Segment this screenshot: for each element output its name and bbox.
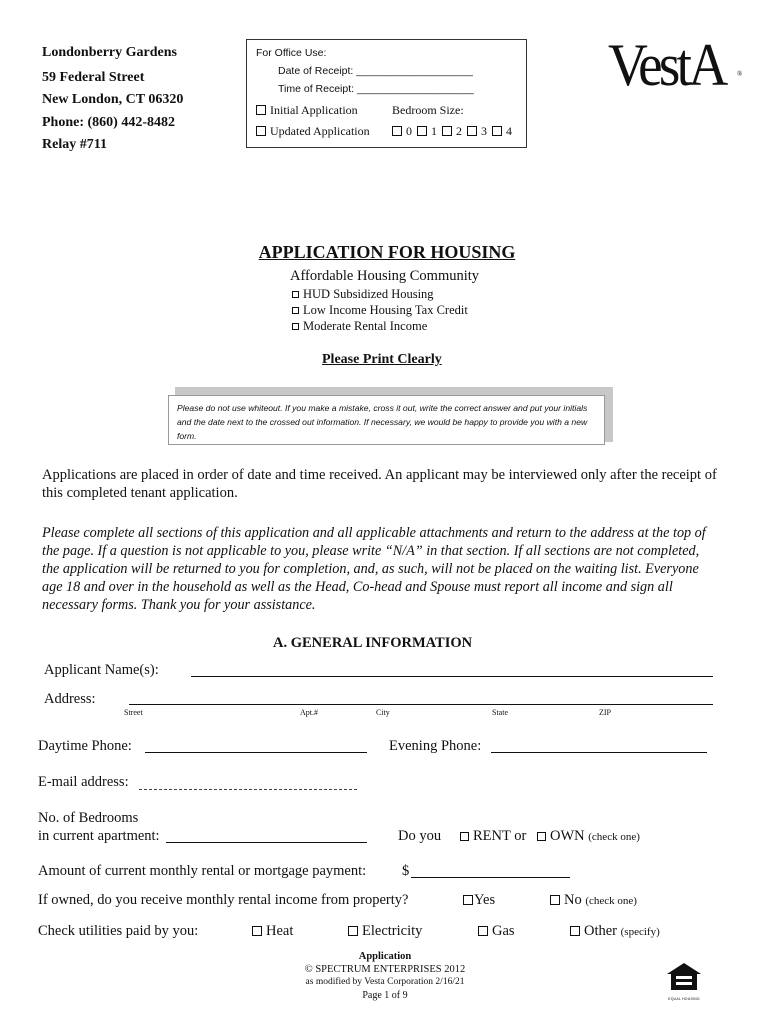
other-specify-label: (specify) [620,926,660,938]
address-state-caption: State [492,708,508,717]
updated-application-option[interactable]: Updated Application [256,124,370,139]
address-city-caption: City [376,708,390,717]
bedrooms-input[interactable] [166,842,367,843]
address-input[interactable] [129,704,713,705]
property-relay: Relay #711 [42,137,107,152]
footer-page-number: Page 1 of 9 [362,990,408,1001]
footer-modified: as modified by Vesta Corporation 2/16/21 [305,977,465,987]
rental-income-yes-checkbox[interactable] [463,895,473,905]
rent-checkbox[interactable] [460,832,469,841]
initial-application-option[interactable]: Initial Application [256,103,358,118]
property-address-block [42,42,183,157]
rental-income-check-one: (check one) [585,895,637,907]
dollar-sign: $ [402,863,410,879]
rent-option[interactable]: RENT or [460,828,526,845]
rent-own-check-one: (check one) [588,831,640,843]
property-phone: Phone: (860) 442-8482 [42,114,175,130]
hud-checkbox[interactable] [292,291,299,298]
own-checkbox[interactable] [537,832,546,841]
print-clearly-label: Please Print Clearly [322,352,442,367]
program-option-hud[interactable]: HUD Subsidized Housing [292,287,434,302]
rental-income-label: If owned, do you receive monthly rental income from property? [38,892,409,908]
bedroom-checkbox-1[interactable] [417,126,427,136]
own-option[interactable]: OWN (check one) [537,828,640,845]
evening-phone-input[interactable] [491,752,707,753]
daytime-phone-input[interactable] [145,752,367,753]
address-street-caption: Street [124,708,143,717]
address-label: Address: [44,691,96,707]
bedroom-checkbox-2[interactable] [442,126,452,136]
registered-mark: ® [737,70,743,78]
bedrooms-label-line1: No. of Bedrooms [38,810,139,826]
gas-checkbox[interactable] [478,926,488,936]
rental-income-no-checkbox[interactable] [550,895,560,905]
moderate-checkbox[interactable] [292,323,299,330]
notice-text: Please do not use whiteout. If you make a mistake, cross it out, write the correct answer and put your initials and the date next to the crossed out information. If necessary, we would be happy to provide you with a new form. [177,403,588,441]
utility-other-option[interactable]: Other (specify) [570,923,660,940]
property-street: 59 Federal Street [42,69,145,85]
community-label: Affordable Housing Community [290,268,480,284]
intro-paragraph: Applications are placed in order of date and time received. An applicant may be interviewed only after the receipt of this completed tenant application. [42,467,717,501]
rental-income-yes-option[interactable]: Yes [463,892,495,909]
vesta-logo-text: VestA [608,32,725,98]
daytime-phone-label: Daytime Phone: [38,738,132,754]
bedrooms-label-line2: in current apartment: [38,828,160,844]
electricity-checkbox[interactable] [348,926,358,936]
notice-box [168,395,605,445]
email-label: E-mail address: [38,774,129,790]
utility-gas-option[interactable]: Gas [478,923,515,940]
rent-payment-label: Amount of current monthly rental or mortgage payment: [38,863,367,879]
email-input[interactable] [139,789,357,790]
footer-block [270,950,500,1002]
equal-housing-icon [665,962,703,1001]
applicant-name-label: Applicant Name(s): [44,662,159,678]
initial-application-checkbox[interactable] [256,105,266,115]
footer-copyright: © SPECTRUM ENTERPRISES 2012 [304,964,466,975]
bedroom-size-label: Bedroom Size: [392,103,464,117]
other-checkbox[interactable] [570,926,580,936]
property-name: Londonberry Gardens [42,45,177,60]
office-use-title: For Office Use: [256,47,327,59]
time-of-receipt-field[interactable]: Time of Receipt: ____________________ [278,83,474,95]
section-a-heading: A. GENERAL INFORMATION [273,635,473,651]
updated-application-checkbox[interactable] [256,126,266,136]
address-apt-caption: Apt.# [300,708,318,717]
instructions-paragraph: Please complete all sections of this application and all applicable attachments and return to the address at the top of the page. If a question is not applicable to you, please write “N/A” in that section. If all sections are not completed, the application will be returned to you for completion, and, as such, will not be placed on the waiting list. Everyone age 18 and over in the household as well as the Head, Co-head and Spouse must report all income and sign all necessary forms. Thank you for your assistance. [42,525,706,613]
bedroom-size-options: 0 1 2 3 4 [392,124,512,139]
bedroom-checkbox-3[interactable] [467,126,477,136]
utilities-label: Check utilities paid by you: [38,923,199,939]
bedroom-checkbox-4[interactable] [492,126,502,136]
applicant-name-input[interactable] [191,676,713,677]
office-use-box [246,39,527,148]
utility-electricity-option[interactable]: Electricity [348,923,422,940]
rental-income-no-option[interactable]: No (check one) [550,892,637,909]
lihtc-checkbox[interactable] [292,307,299,314]
program-option-moderate[interactable]: Moderate Rental Income [292,319,427,334]
program-option-lihtc[interactable]: Low Income Housing Tax Credit [292,303,468,318]
evening-phone-label: Evening Phone: [389,738,482,754]
utility-heat-option[interactable]: Heat [252,923,293,940]
heat-checkbox[interactable] [252,926,262,936]
footer-doc-name: Application [358,951,412,962]
application-title: APPLICATION FOR HOUSING [258,242,516,262]
date-of-receipt-field[interactable]: Date of Receipt: ____________________ [278,65,473,77]
property-city: New London, CT 06320 [42,92,184,107]
address-zip-caption: ZIP [599,708,611,717]
rent-payment-input[interactable] [411,877,570,878]
do-you-label: Do you [398,828,442,844]
bedroom-checkbox-0[interactable] [392,126,402,136]
equal-housing-caption: EQUAL HOUSING [668,997,700,1001]
vesta-logo [608,30,748,100]
